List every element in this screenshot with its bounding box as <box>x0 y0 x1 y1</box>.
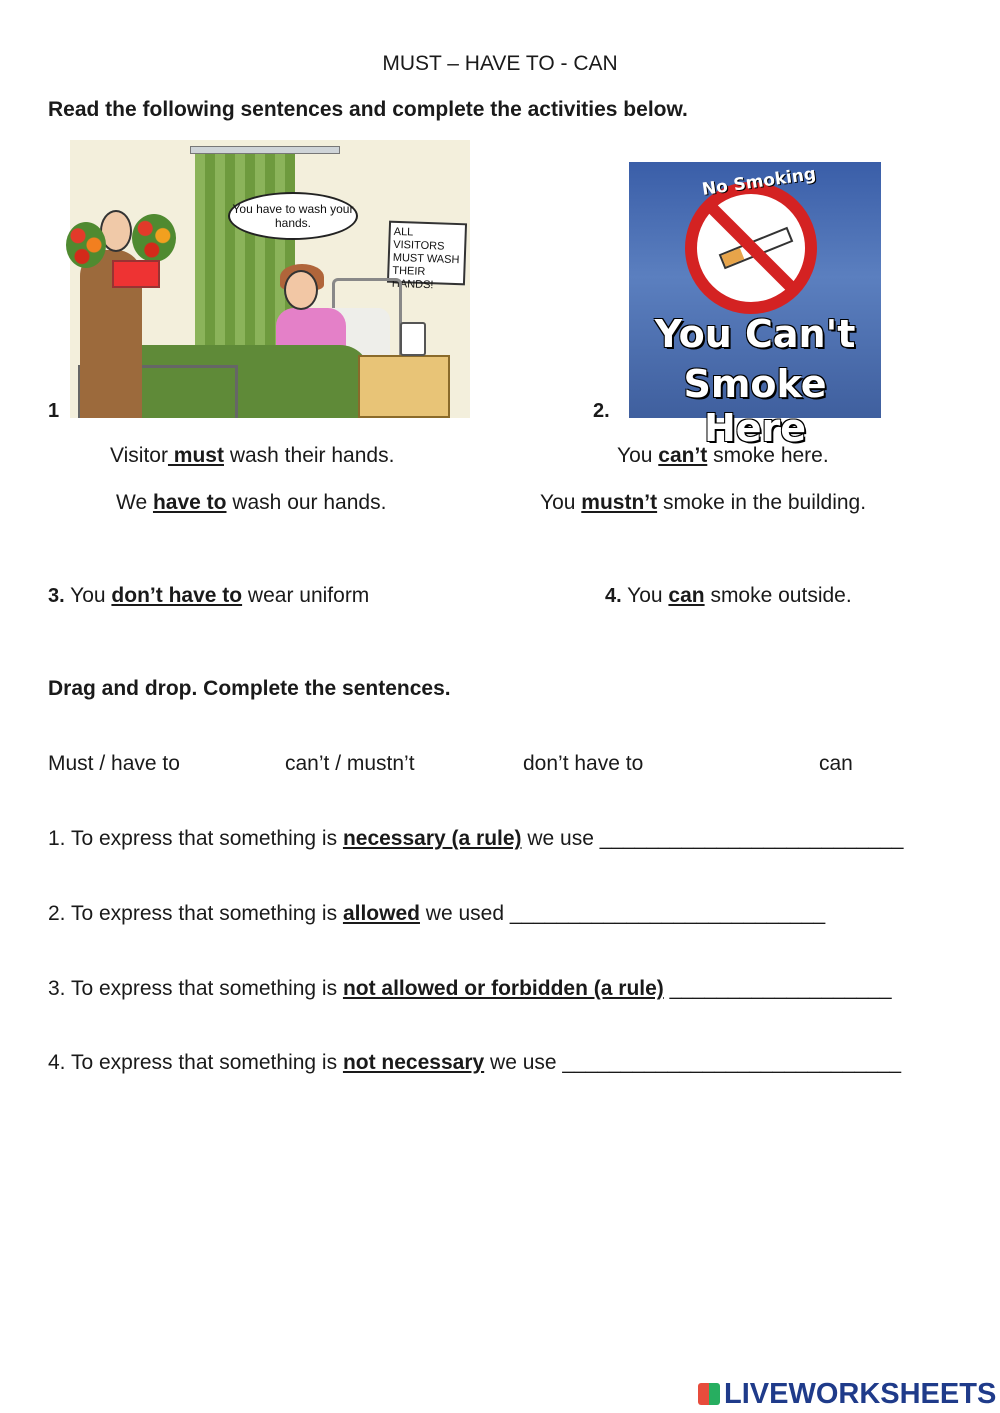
example-sentence-3: 3. You don’t have to wear uniform <box>48 584 370 607</box>
question-3: 3. To express that something is not allowed or forbidden (a rule) ___________________ <box>48 977 892 1000</box>
patient-head <box>284 270 318 310</box>
example-sentence-2a: You can’t smoke here. <box>617 444 829 467</box>
page-title: MUST – HAVE TO - CAN <box>382 52 618 75</box>
visitors-sign: ALL VISITORS MUST WASH THEIR HANDS! <box>387 221 467 286</box>
answer-blank-1[interactable]: __________________________ <box>599 827 904 850</box>
no-smoking-sign-image <box>629 162 881 450</box>
curtain-rail <box>190 146 340 154</box>
flowers-icon <box>132 214 176 262</box>
example-sentence-4: 4. You can smoke outside. <box>605 584 852 607</box>
word-bank-item-must-have-to[interactable]: Must / have to <box>48 752 180 775</box>
bedside-table <box>358 355 450 418</box>
prohibition-slash <box>708 204 794 290</box>
question-2: 2. To express that something is allowed we used ___________________________ <box>48 902 826 925</box>
no-smoking-caption: No Smoking <box>700 164 818 200</box>
image-number-2: 2. <box>593 400 610 422</box>
no-smoking-icon <box>685 182 817 314</box>
instruction-drag-drop: Drag and drop. Complete the sentences. <box>48 677 451 700</box>
liveworksheets-logo: LIVEWORKSHEETS <box>698 1378 996 1411</box>
answer-blank-3[interactable]: ___________________ <box>669 977 892 1000</box>
sign-line-2: Smoke Here <box>683 362 827 450</box>
question-1: 1. To express that something is necessary (a rule) we use __________________________ <box>48 827 904 850</box>
example-sentence-1a: Visitor must wash their hands. <box>110 444 395 467</box>
hospital-cartoon-image <box>70 140 470 418</box>
instruction-read: Read the following sentences and complete the activities below. <box>48 98 688 121</box>
example-sentence-1b: We have to wash our hands. <box>116 491 387 514</box>
image-number-1: 1 <box>48 400 60 422</box>
speech-bubble: You have to wash your hands. <box>228 192 358 240</box>
question-4: 4. To express that something is not necessary we use _____________________________ <box>48 1051 902 1074</box>
answer-blank-2[interactable]: ___________________________ <box>509 902 826 925</box>
answer-blank-4[interactable]: _____________________________ <box>562 1051 902 1074</box>
example-sentence-2b: You mustn’t smoke in the building. <box>540 491 867 514</box>
gift-icon <box>112 260 160 288</box>
word-bank-item-cant-mustnt[interactable]: can’t / mustn’t <box>285 752 415 775</box>
word-bank-item-can[interactable]: can <box>819 752 853 775</box>
word-bank-item-dont-have-to[interactable]: don’t have to <box>523 752 644 775</box>
sign-line-1: You Can't <box>654 312 856 356</box>
flowers-icon <box>66 222 106 268</box>
liveworksheets-logo-icon <box>698 1383 720 1405</box>
jug <box>400 322 426 356</box>
